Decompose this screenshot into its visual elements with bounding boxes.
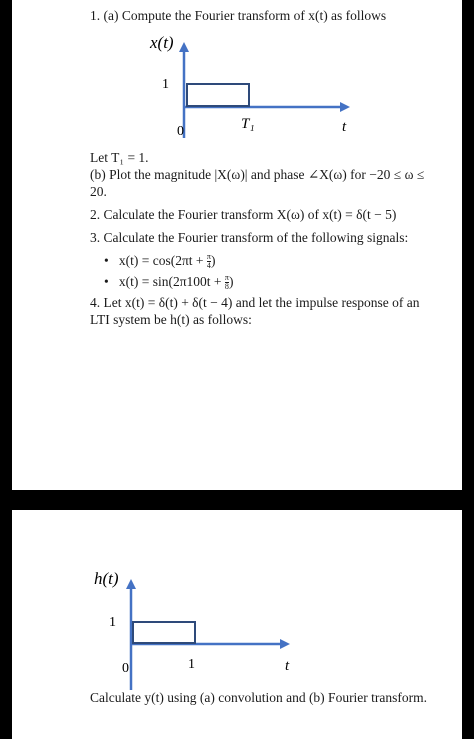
horizontal-axis-arrow [280, 639, 290, 649]
pulse-end-label: T₁ [241, 116, 255, 132]
vertical-axis-arrow [126, 579, 136, 589]
problem-4-line-2: LTI system be h(t) as follows: [90, 312, 252, 327]
y-axis-label: h(t) [94, 569, 119, 588]
bullet-item-sin [104, 274, 233, 291]
bullet-dot-icon: • [104, 253, 109, 268]
y-axis-label: x(t) [150, 33, 174, 52]
bullet-expression: x(t) = sin(2π100t + [118, 274, 225, 289]
question-panel-top [12, 0, 462, 490]
problem-1-heading: 1. (a) Compute the Fourier transform of x(t) as follows [90, 8, 387, 23]
level-label: 1 [162, 77, 169, 92]
rectangular-pulse [187, 84, 249, 106]
problem-2-text: 2. Calculate the Fourier transform X(ω) of x(t) = δ(t − 5) [90, 207, 397, 222]
pulse-end-label: 1 [188, 657, 195, 672]
level-label: 1 [109, 615, 116, 630]
let-t1-line: Let T₁ = 1. [90, 150, 149, 165]
bullet-expression-end: ) [210, 253, 216, 268]
rectangular-pulse [133, 622, 195, 643]
part-b-line-2: 20. [90, 184, 107, 199]
part-b-line-1: (b) Plot the magnitude |X(ω)| and phase ∠X(ω) for −20 ≤ ω ≤ [90, 167, 425, 182]
fraction-denominator: 4 [206, 261, 211, 271]
bullet-expression: x(t) = cos(2πt + [118, 253, 207, 268]
fraction-numerator: π [224, 273, 229, 283]
bullet-item-cos [104, 253, 215, 270]
question-panel-bottom [12, 510, 462, 739]
problem-3-text: 3. Calculate the Fourier transform of the following signals: [90, 230, 409, 245]
fraction-denominator: 8 [224, 282, 229, 292]
origin-label: 0 [122, 661, 129, 676]
x-axis-label: t [342, 119, 347, 135]
origin-label: 0 [177, 124, 184, 139]
bullet-expression-end: ) [228, 274, 234, 289]
bullet-dot-icon: • [104, 274, 109, 289]
x-of-t-graph [12, 28, 462, 168]
fraction-numerator: π [206, 252, 211, 262]
horizontal-axis-arrow [340, 102, 350, 112]
problem-4-line-1: 4. Let x(t) = δ(t) + δ(t − 4) and let the impulse response of an [90, 295, 420, 310]
x-axis-label: t [285, 658, 290, 674]
vertical-axis-arrow [179, 42, 189, 52]
closing-instruction: Calculate y(t) using (a) convolution and (b) Fourier transform. [90, 690, 428, 705]
